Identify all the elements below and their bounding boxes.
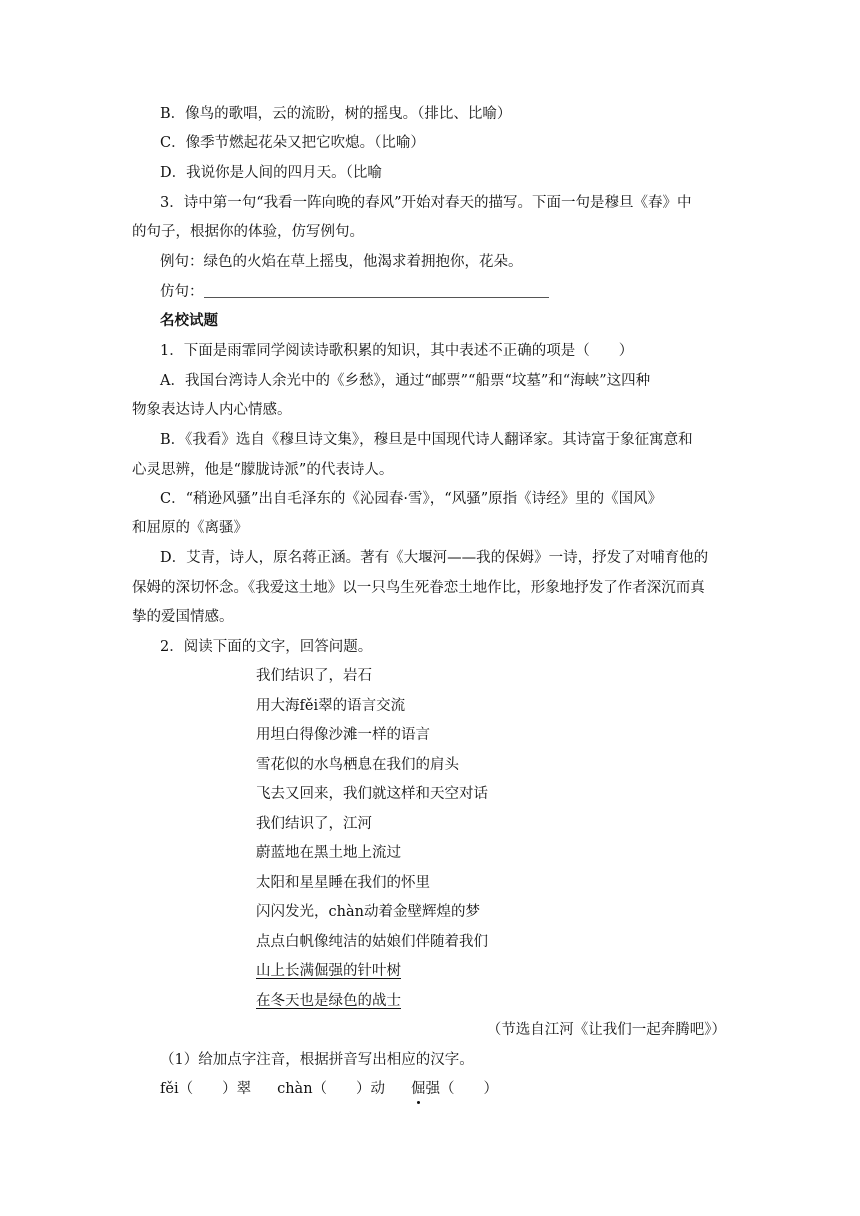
poem-line-underlined: 在冬天也是绿色的战士 [256, 993, 401, 1009]
answer-jue[interactable] [411, 1081, 498, 1097]
q2-answers [160, 1079, 498, 1099]
q2-stem: 2．阅读下面的文字，回答问题。 [160, 639, 373, 655]
q1-option-c-line1: C．“稍逊风骚”出自毛泽东的《沁园春·雪》，“风骚”原指《诗经》里的《国风》 [160, 491, 663, 507]
q1-option-b-line2: 心灵思辨，他是“朦胧诗派”的代表诗人。 [132, 462, 394, 478]
option-d-prev: D．我说你是人间的四月天。（比喻 [160, 165, 382, 181]
poem-source: （节选自江河《让我们一起奔腾吧》） [486, 1022, 726, 1038]
answer-fei[interactable]: fěi（ ）翠 [160, 1081, 252, 1097]
answer-jue-rest: 强（ ） [425, 1081, 499, 1097]
q1-option-a-line1: A．我国台湾诗人余光中的《乡愁》，通过“邮票”“船票“坟墓”和“海峡”这四种 [160, 373, 651, 389]
q3-line2: 的句子，根据你的体验，仿写例句。 [132, 224, 364, 240]
poem-line: 雪花似的水鸟栖息在我们的肩头 [256, 757, 459, 773]
imitate-label: 仿句： [160, 284, 204, 300]
q1-stem: 1．下面是雨霏同学阅读诗歌积累的知识，其中表述不正确的项是（ ） [160, 343, 634, 359]
dotted-char: 倔 [411, 1081, 426, 1097]
poem-line: 太阳和星星睡在我们的怀里 [256, 875, 430, 891]
section-title: 名校试题 [160, 313, 218, 329]
q1-option-d-line1: D．艾青，诗人，原名蒋正涵。著有《大堰河——我的保姆》一诗，抒发了对哺育他的 [160, 550, 709, 566]
poem-line: 用坦白得像沙滩一样的语言 [256, 727, 430, 743]
poem-line-underlined: 山上长满倔强的针叶树 [256, 963, 401, 979]
q3-example: 例句：绿色的火焰在草上摇曳，他渴求着拥抱你，花朵。 [160, 254, 523, 270]
poem-line: 我们结识了，岩石 [256, 668, 372, 684]
q1-option-b-line1: B．《我看》选自《穆旦诗文集》，穆旦是中国现代诗人翻译家。其诗富于象征寓意和 [160, 432, 693, 448]
q1-option-c-line2: 和屈原的《离骚》 [132, 520, 248, 536]
answer-chan[interactable]: chàn（ ）动 [277, 1081, 386, 1097]
q2-sub1: （1）给加点字注音，根据拼音写出相应的汉字。 [160, 1052, 474, 1068]
imitate-answer-blank[interactable] [204, 283, 549, 298]
q3-imitate [160, 282, 549, 302]
poem-line: 闪闪发光，chàn动着金壁辉煌的梦 [256, 904, 480, 920]
poem-line: 飞去又回来，我们就这样和天空对话 [256, 786, 488, 802]
option-b-prev: B．像鸟的歌唱，云的流盼，树的摇曳。（排比、比喻） [160, 106, 512, 122]
q1-option-d-line3: 挚的爱国情感。 [132, 609, 234, 625]
q1-option-a-line2: 物象表达诗人内心情感。 [132, 402, 292, 418]
q3-line1: 3．诗中第一句“我看一阵向晚的春风”开始对春天的描写。下面一句是穆旦《春》中 [160, 195, 692, 211]
q1-option-d-line2: 保姆的深切怀念。《我爱这土地》以一只鸟生死眷恋土地作比，形象地抒发了作者深沉而真 [132, 580, 705, 596]
poem-line: 蔚蓝地在黑土地上流过 [256, 845, 401, 861]
option-c-prev: C．像季节燃起花朵又把它吹熄。（比喻） [160, 135, 425, 151]
poem-line: 点点白帆像纯洁的姑娘们伴随着我们 [256, 934, 488, 950]
poem-line: 用大海fěi翠的语言交流 [256, 698, 406, 714]
poem-line: 我们结识了，江河 [256, 816, 372, 832]
